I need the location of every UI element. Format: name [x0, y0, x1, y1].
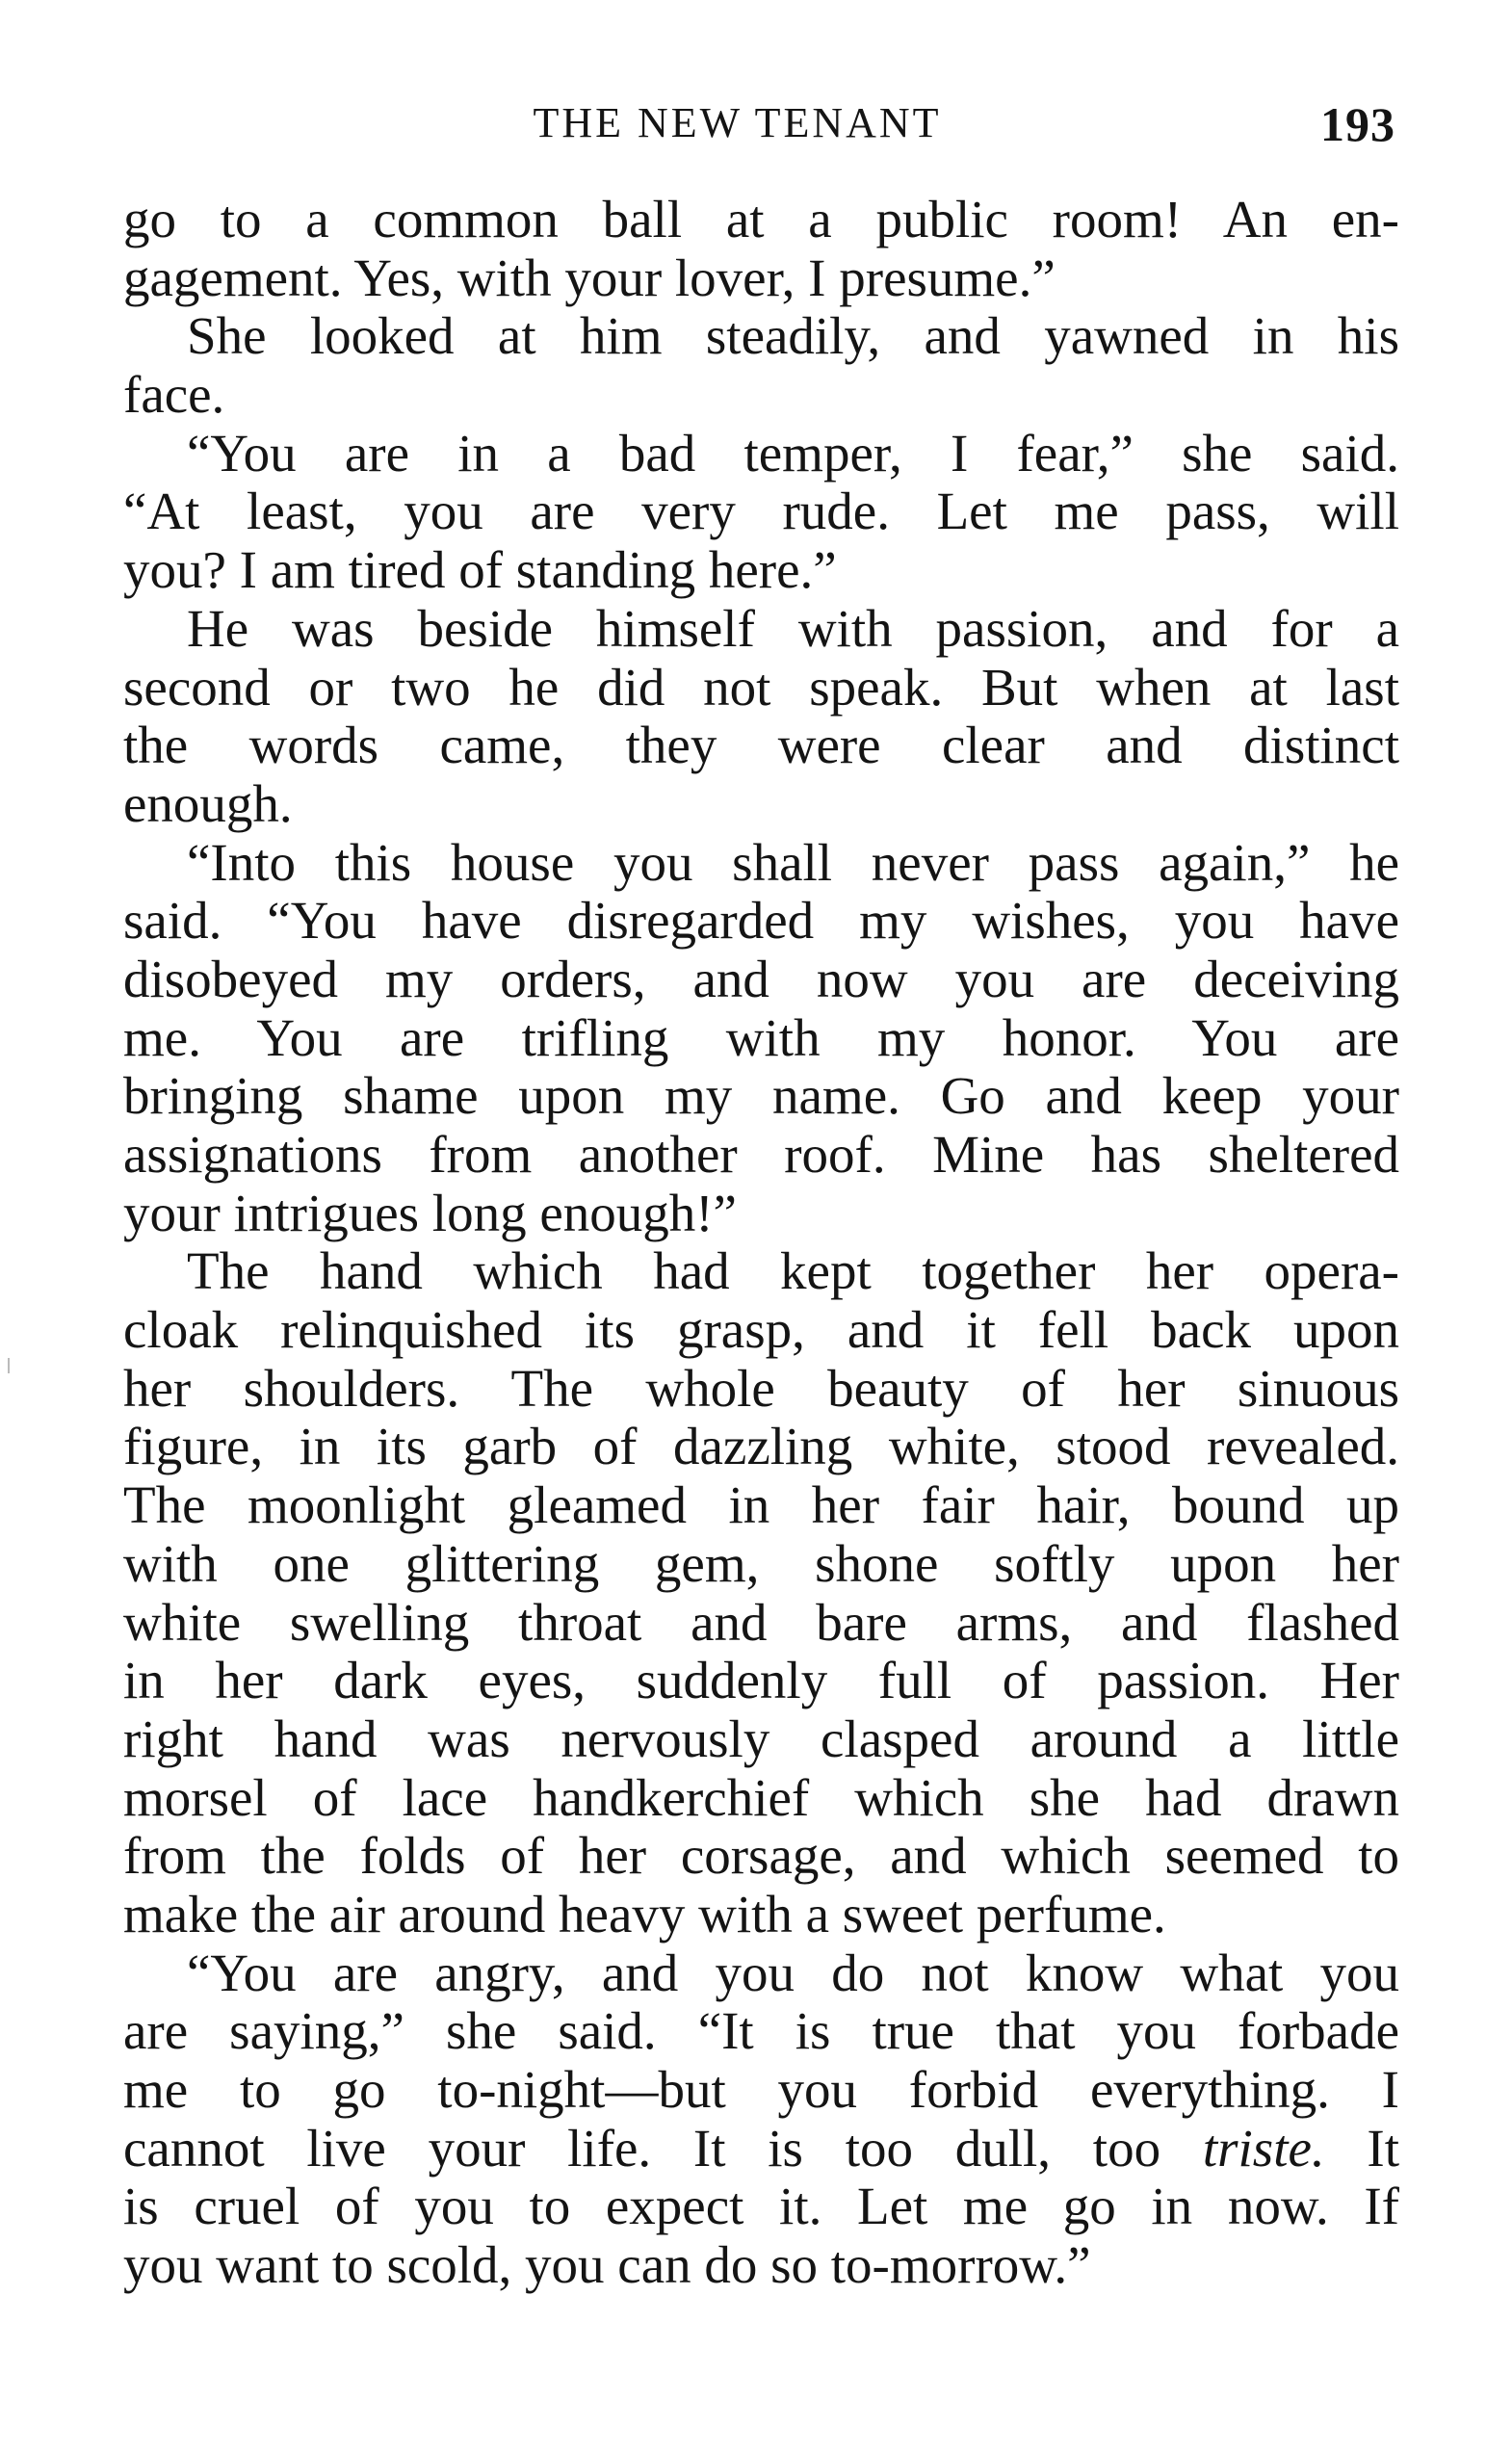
text-line-5: “You are in a bad temper, I fear,” she said. [187, 423, 1399, 483]
text-line-25: white swelling throat and bare arms, and flashed [123, 1592, 1399, 1652]
text-line-33: me to go to-night—but you forbid everything. I [123, 2060, 1399, 2119]
italic-word: triste. [1202, 2118, 1325, 2178]
text-line-16: bringing shame upon my name. Go and keep your [123, 1066, 1399, 1126]
text-line-13: said. “You have disregarded my wishes, you have [123, 891, 1399, 951]
text-line-22: figure, in its garb of dazzling white, stood revealed. [123, 1417, 1399, 1476]
body-text [123, 191, 1399, 2295]
text-line-17: assignations from another roof. Mine has sheltered [123, 1125, 1399, 1184]
text-line-4: face. [123, 365, 225, 425]
text-line-11: enough. [123, 773, 293, 833]
text-line-30: make the air around heavy with a sweet perfume. [123, 1884, 1166, 1943]
text-line-24: with one glittering gem, shone softly upon her [123, 1533, 1399, 1593]
text-line-6: “At least, you are very rude. Let me pass, will [123, 482, 1399, 541]
text-line-7: you? I am tired of standing here.” [123, 540, 837, 600]
text-line-20: cloak relinquished its grasp, and it fell back upon [123, 1300, 1399, 1360]
text-line-31: “You are angry, and you do not know what you [187, 1943, 1399, 2002]
text-line-32: are saying,” she said. “It is true that you forbade [123, 2001, 1399, 2061]
text-line-2: gagement. Yes, with your lover, I presume.” [123, 248, 1056, 307]
text-line-26: in her dark eyes, suddenly full of passion. Her [123, 1651, 1399, 1710]
text-line-9: second or two he did not speak. But when at last [123, 657, 1399, 717]
text-line-10: the words came, they were clear and distinct [123, 716, 1399, 775]
text-line-23: The moonlight gleamed in her fair hair, bound up [123, 1475, 1399, 1535]
text-line-8: He was beside himself with passion, and for a [187, 598, 1399, 658]
page-edge-mark [8, 1358, 10, 1373]
text-line-14: disobeyed my orders, and now you are deceiving [123, 949, 1399, 1008]
text-line-35: is cruel of you to expect it. Let me go in now. If [123, 2177, 1399, 2236]
page-number: 193 [1320, 97, 1395, 151]
text-line-28: morsel of lace handkerchief which she had drawn [123, 1767, 1399, 1827]
running-head [123, 94, 1399, 152]
text-line-1: go to a common ball at a public room! An en- [123, 190, 1399, 248]
text-line-15: me. You are trifling with my honor. You are [123, 1007, 1399, 1067]
text-line-34-end: It [1324, 2118, 1399, 2178]
text-line-18: your intrigues long enough!” [123, 1183, 737, 1242]
text-line-27: right hand was nervously clasped around a little [123, 1709, 1399, 1768]
text-line-29: from the folds of her corsage, and which seemed to [123, 1826, 1399, 1886]
text-line-12: “Into this house you shall never pass again,” he [187, 832, 1399, 892]
text-line-3: She looked at him steadily, and yawned in his [187, 306, 1399, 366]
text-line-34-start: cannot live your life. It is too dull, too [123, 2118, 1203, 2178]
text-line-34 [123, 2120, 1399, 2178]
text-line-36: you want to scold, you can do so to-morrow.” [123, 2235, 1091, 2295]
text-line-21: her shoulders. The whole beauty of her sinuous [123, 1358, 1399, 1418]
running-title: THE NEW TENANT [533, 99, 942, 146]
text-line-19: The hand which had kept together her opera- [187, 1241, 1399, 1301]
